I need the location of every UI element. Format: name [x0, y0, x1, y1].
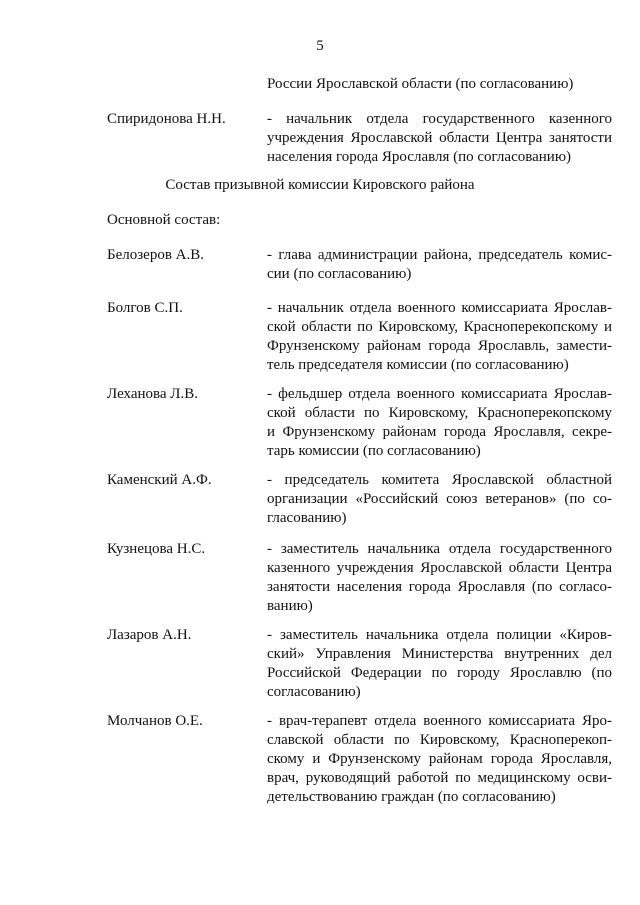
- member-name: Каменский А.Ф.: [107, 472, 212, 488]
- description-line: казенного учреждения Ярославской области Центра: [267, 560, 612, 576]
- description-line: ский» Управления Министерства внутренних дел: [267, 646, 612, 662]
- section-label: Основной состав:: [107, 212, 221, 228]
- description-line: - начальник отдела государственного казенного: [267, 111, 612, 127]
- member-name: Леханова Л.В.: [107, 386, 198, 402]
- member-description: [267, 626, 612, 702]
- member-description: [267, 471, 612, 528]
- description-line: - фельдшер отдела военного комиссариата Ярослав-: [267, 386, 612, 402]
- member-name: Спиридонова Н.Н.: [107, 111, 226, 127]
- section-heading: Состав призывной комиссии Кировского района: [165, 177, 475, 193]
- description-line: детельствованию граждан (по согласованию): [267, 789, 556, 805]
- member-name: Белозеров А.В.: [107, 247, 205, 263]
- description-line: Российской Федерации по городу Ярославлю (по: [267, 665, 612, 681]
- description-line: согласованию): [267, 684, 361, 700]
- description-line: учреждения Ярославской области Центра занятости: [267, 130, 612, 146]
- description-line: скому и Фрунзенскому районам города Ярославля,: [267, 751, 612, 767]
- member-description: [267, 385, 612, 461]
- description-line: - председатель комитета Ярославской областной: [267, 472, 612, 488]
- description-line: - врач-терапевт отдела военного комиссариата Яро-: [267, 713, 612, 729]
- description-line: занятости населения города Ярославля (по согласо-: [267, 579, 612, 595]
- description-line: славской области по Кировскому, Красноперекоп-: [267, 732, 612, 748]
- member-description: [267, 110, 612, 167]
- description-line: - заместитель начальника отдела государственного: [267, 541, 612, 557]
- description-line: ской области по Кировскому, Красноперекопскому: [267, 405, 612, 421]
- member-description: [267, 299, 612, 375]
- description-line: - начальник отдела военного комиссариата Ярослав-: [267, 300, 612, 316]
- description-line: тель председателя комиссии (по согласованию): [267, 357, 569, 373]
- member-name: Молчанов О.Е.: [107, 713, 203, 729]
- member-name: Болгов С.П.: [107, 300, 183, 316]
- description-line: врач, руководящий работой по медицинскому осви-: [267, 770, 612, 786]
- description-line: организации «Российский союз ветеранов» (по со-: [267, 491, 612, 507]
- member-description: [267, 712, 612, 807]
- description-line: гласованию): [267, 510, 347, 526]
- description-line: Фрунзенскому районам города Ярославль, замести-: [267, 338, 612, 354]
- member-description: [267, 540, 612, 616]
- page-number: 5: [316, 38, 324, 54]
- member-description: [267, 246, 612, 284]
- description-line: тарь комиссии (по согласованию): [267, 443, 481, 459]
- member-name: Лазаров А.Н.: [107, 627, 192, 643]
- description-line: населения города Ярославля (по согласованию): [267, 149, 572, 165]
- description-line: и Фрунзенскому районам города Ярославля, секре-: [267, 424, 612, 440]
- description-line: - заместитель начальника отдела полиции «Киров-: [267, 627, 612, 643]
- description-line: ванию): [267, 598, 313, 614]
- description-line: сии (по согласованию): [267, 266, 412, 282]
- continuation-line: России Ярославской области (по согласованию): [267, 76, 574, 92]
- description-line: ской области по Кировскому, Красноперекопскому и: [267, 319, 612, 335]
- description-line: - глава администрации района, председатель комис-: [267, 247, 612, 263]
- member-name: Кузнецова Н.С.: [107, 541, 206, 557]
